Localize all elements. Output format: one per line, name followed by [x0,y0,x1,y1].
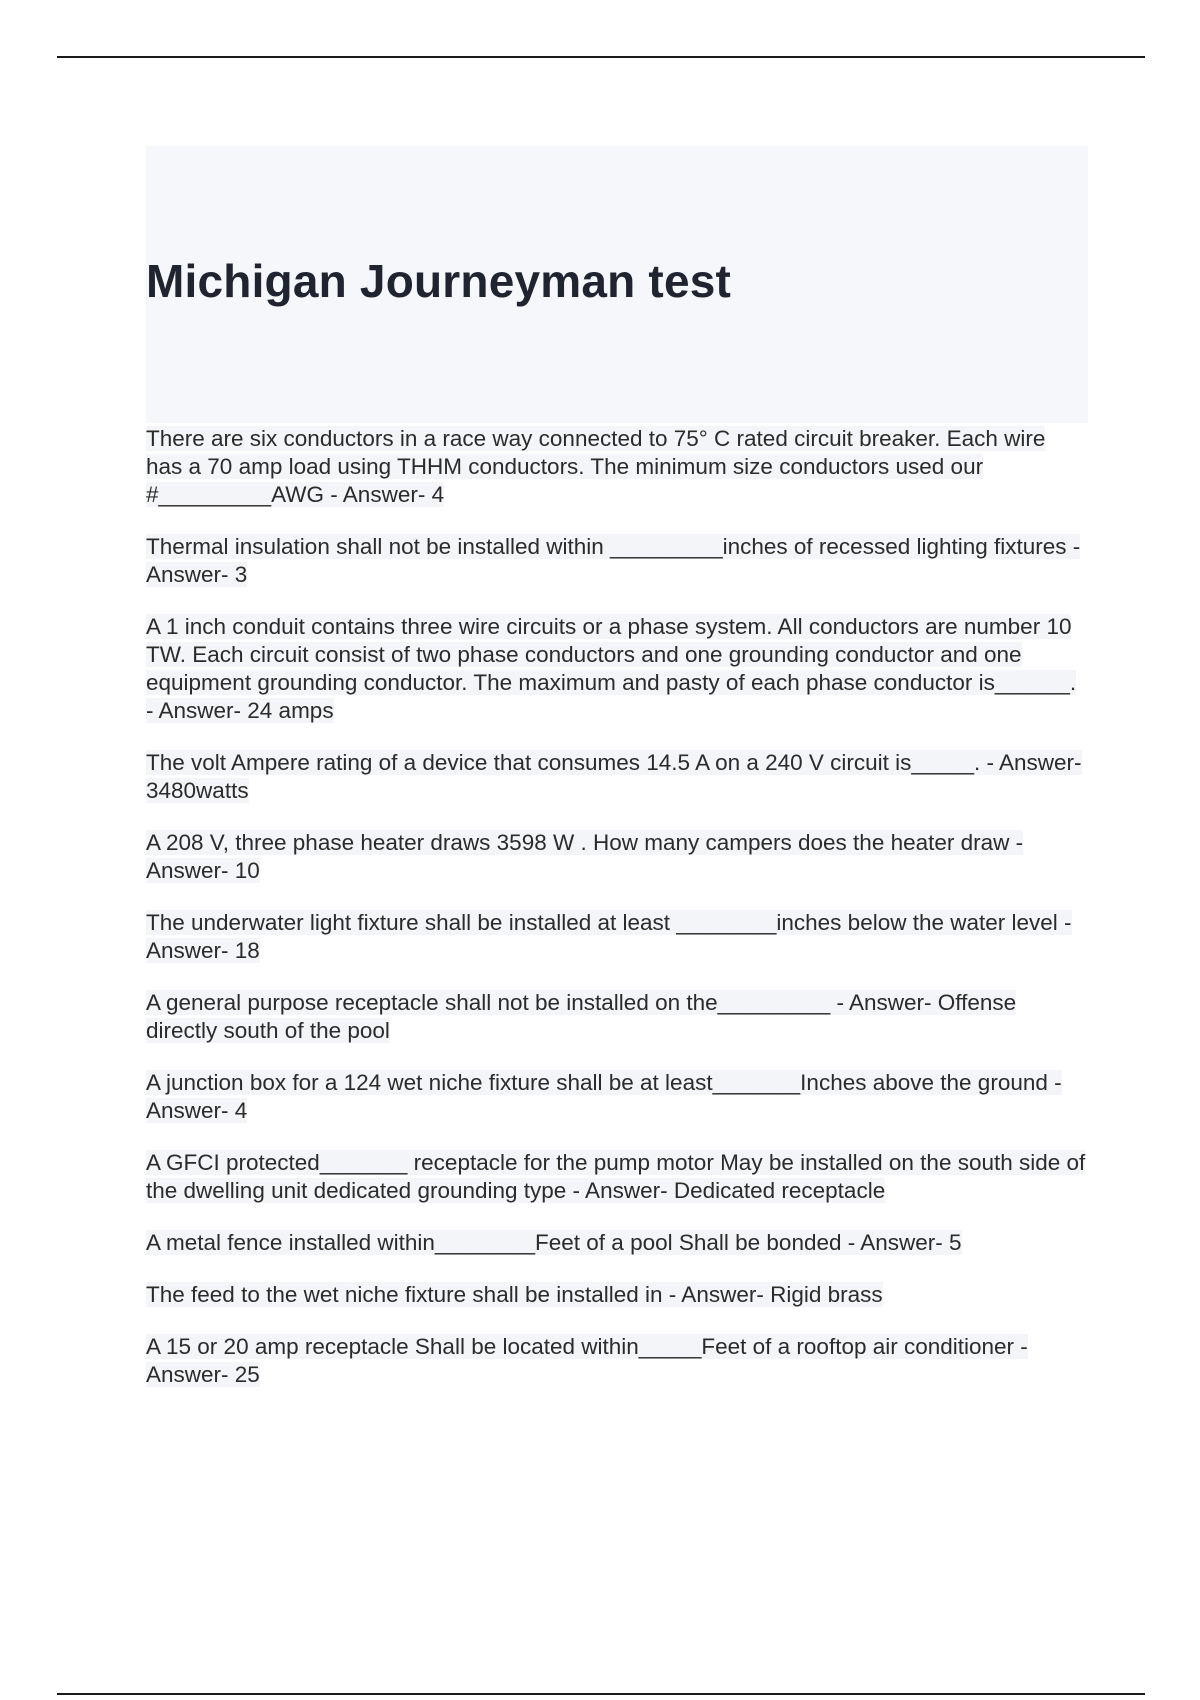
question-text: Thermal insulation shall not be installed within _________inches of recessed lighting fixtures - Answer- 3 [146,534,1081,587]
question-text: The volt Ampere rating of a device that consumes 14.5 A on a 240 V circuit is_____. - Answer- 3480watts [146,750,1082,803]
bottom-rule [57,1693,1145,1695]
question-item [146,1281,1086,1309]
question-text: The underwater light fixture shall be installed at least ________inches below the water level - Answer- 18 [146,910,1072,963]
question-item [146,1229,1086,1257]
page-title: Michigan Journeyman test [146,255,732,307]
question-list [146,425,1086,1413]
question-text: The feed to the wet niche fixture shall be installed in - Answer- Rigid brass [146,1282,883,1307]
question-item [146,1069,1086,1125]
question-text: A general purpose receptacle shall not be installed on the_________ - Answer- Offense directly south of the pool [146,990,1017,1043]
question-text: A junction box for a 124 wet niche fixture shall be at least_______Inches above the ground - Answer- 4 [146,1070,1062,1123]
question-text: A 208 V, three phase heater draws 3598 W . How many campers does the heater draw - Answer- 10 [146,830,1024,883]
question-text: There are six conductors in a race way connected to 75° C rated circuit breaker. Each wire has a 70 amp load using THHM conductors. The minimum size conductors used our #_________AWG - Answer- 4 [146,426,1046,507]
question-item [146,1149,1086,1205]
question-item [146,1333,1086,1389]
question-text: A metal fence installed within________Feet of a pool Shall be bonded - Answer- 5 [146,1230,962,1255]
top-rule [57,56,1145,58]
question-item [146,613,1086,725]
question-item [146,989,1086,1045]
question-item [146,829,1086,885]
question-text: A GFCI protected_______ receptacle for the pump motor May be installed on the south side of the dwelling unit dedicated grounding type - Answer- Dedicated receptacle [146,1150,1086,1203]
question-item [146,909,1086,965]
question-item [146,533,1086,589]
question-item [146,425,1086,509]
question-text: A 15 or 20 amp receptacle Shall be located within_____Feet of a rooftop air conditioner - Answer- 25 [146,1334,1028,1387]
question-text: A 1 inch conduit contains three wire circuits or a phase system. All conductors are number 10 TW. Each circuit consist of two phase conductors and one grounding conductor and one equipment grounding conductor. The maximum and pasty of each phase conductor is______. - Answer- 24 amps [146,614,1077,723]
question-item [146,749,1086,805]
